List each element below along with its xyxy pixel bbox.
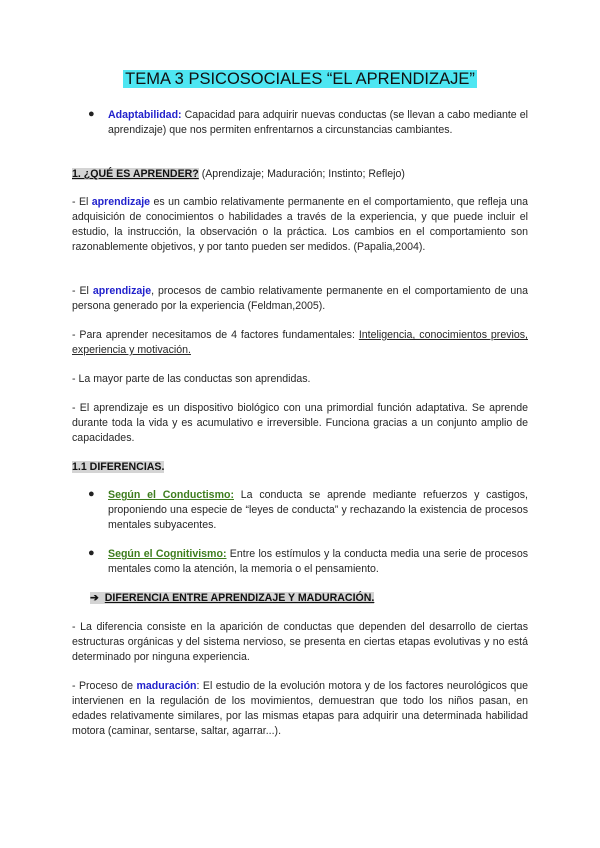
paragraph-body: , procesos de cambio relativamente permanente en el comportamiento de una persona generado por la experiencia (Feldman,2005). xyxy=(72,285,528,312)
bullet-icon: ● xyxy=(88,547,95,559)
bullet-icon: ● xyxy=(88,488,95,500)
diferencia-heading: DIFERENCIA ENTRE APRENDIZAJE Y MADURACIÓN. xyxy=(104,592,375,604)
section-1-paragraph-2 xyxy=(72,284,528,314)
arrow-right-icon: ➔ xyxy=(90,592,99,604)
adaptabilidad-paragraph xyxy=(108,108,528,138)
section-1-paragraph-3 xyxy=(72,328,528,358)
section-1-heading: 1. ¿QUÉ ES APRENDER? xyxy=(72,168,199,180)
aprendizaje-term: aprendizaje xyxy=(92,285,152,297)
paragraph-body: - Para aprender necesitamos de 4 factores fundamentales: xyxy=(72,329,359,341)
bullet-icon: ● xyxy=(88,108,95,120)
conductismo-term: Según el Conductismo: xyxy=(108,489,234,501)
sub-heading-line xyxy=(90,591,528,606)
paragraph-prefix: - El xyxy=(72,285,93,297)
page-title: TEMA 3 PSICOSOCIALES “EL APRENDIZAJE” xyxy=(125,70,475,88)
paragraph-prefix: - Proceso de xyxy=(72,680,137,692)
section-1-1-paragraph-2 xyxy=(72,679,528,739)
sub-heading-highlight xyxy=(90,592,374,604)
paragraph-body: : El estudio de la evolución motora y de los factores neurológicos que intervienen en la regulación de los movimientos, demuestran que todo los niños pasan, en edades relativamente similares, por las mismas etapas para adquirir una determinada habilidad motora (caminar, sentarse, saltar, agarrar...). xyxy=(72,680,528,737)
cognitivismo-term: Según el Cognitivismo: xyxy=(108,548,227,560)
paragraph-prefix: - El xyxy=(72,196,92,208)
section-1-1-paragraph-1: - La diferencia consiste en la aparición de conductas que dependen del desarrollo de ciertas estructuras orgánicas y del sistema nervioso, se presenta en ciertas etapas evolutivas y no está determinado por ninguna experiencia. xyxy=(72,621,528,663)
section-1-heading-line xyxy=(72,167,528,182)
section-1-paragraph-5: - El aprendizaje es un dispositivo biológico con una primordial función adaptativa. Se aprende durante toda la vida y es acumulativo e irreversible. Funciona gracias a un conjunto amplio de capacidades. xyxy=(72,402,528,444)
factors-list: Inteligencia, conocimientos previos, experiencia y motivación. xyxy=(72,329,528,356)
maduracion-term: maduración xyxy=(136,680,197,692)
paragraph-body: es un cambio relativamente permanente en el comportamiento, que refleja una adquisición de conocimientos o habilidades a través de la experiencia, y que puede incluir el estudio, la instrucción, la observación o la práctica. Los cambios en el comportamiento son razonablemente objetivos, y por tanto pueden ser medidos. (Papalia,2004). xyxy=(72,196,528,253)
conductismo-bullet xyxy=(108,488,528,533)
section-1-1-heading-line xyxy=(72,460,528,475)
cognitivismo-text: Entre los estímulos y la conducta media una serie de procesos mentales como la atención, la memoria o el pensamiento. xyxy=(108,548,529,575)
section-1-paragraph-4: - La mayor parte de las conductas son aprendidas. xyxy=(72,373,311,385)
section-1-paragraph-1 xyxy=(72,195,528,255)
adaptabilidad-text: Capacidad para adquirir nuevas conductas (se llevan a cabo mediante el aprendizaje) que nos permiten enfrentarnos a circunstancias cambiantes. xyxy=(108,109,528,136)
section-1-1-heading: 1.1 DIFERENCIAS. xyxy=(72,461,165,473)
cognitivismo-bullet xyxy=(108,547,528,577)
page-title-container xyxy=(0,70,600,89)
aprendizaje-term: aprendizaje xyxy=(91,196,151,208)
section-1-heading-suffix: (Aprendizaje; Maduración; Instinto; Reflejo) xyxy=(198,168,405,180)
adaptabilidad-term: Adaptabilidad: xyxy=(108,109,182,121)
conductismo-text: La conducta se aprende mediante refuerzos y castigos, proponiendo una especie de “leyes de conducta” y rechazando la existencia de procesos mentales subyacentes. xyxy=(108,489,528,531)
